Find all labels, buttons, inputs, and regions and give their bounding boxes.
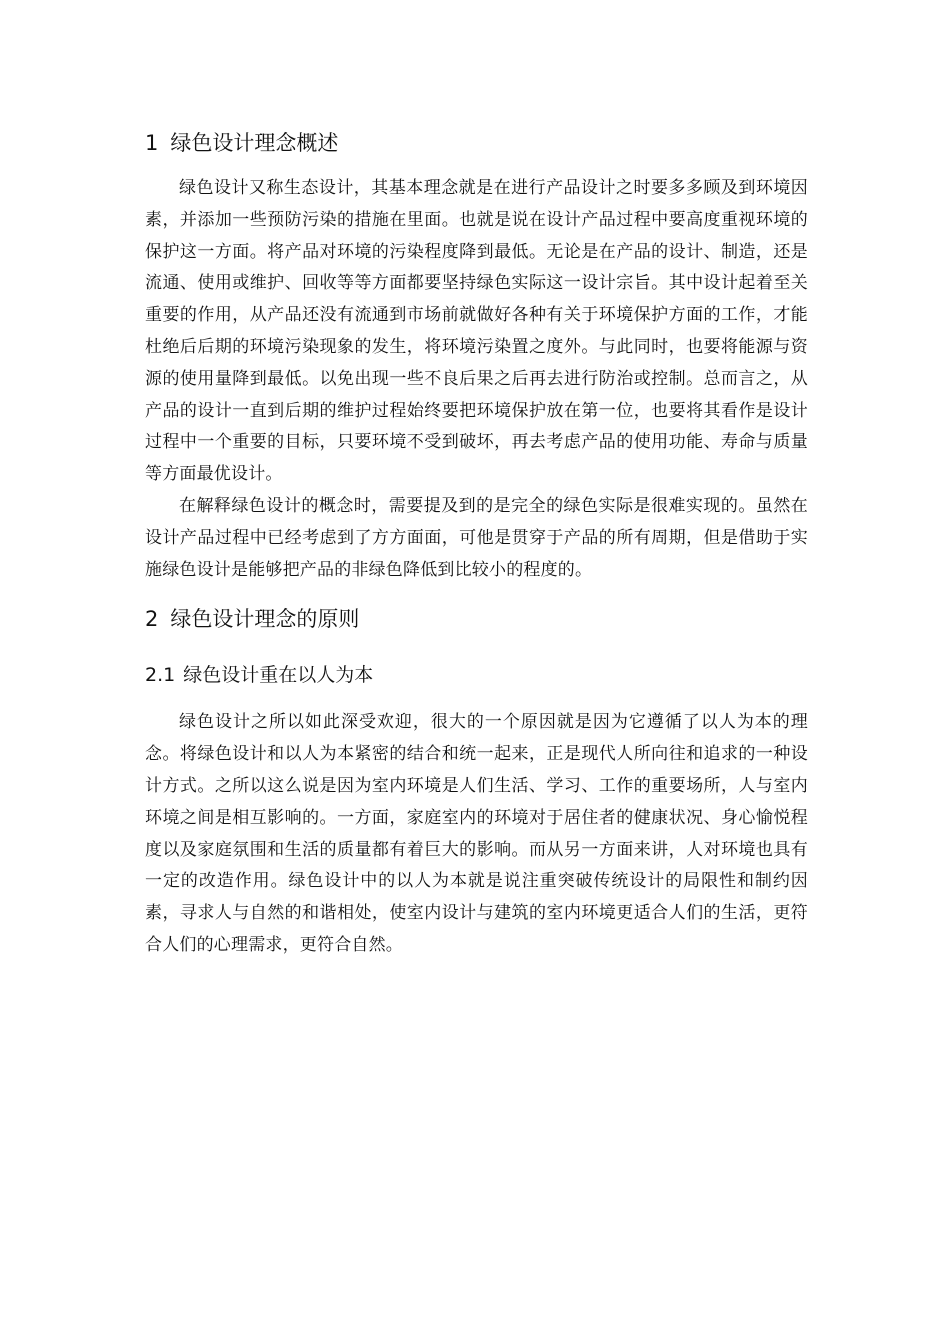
document-page [145, 128, 808, 962]
section-1-heading [145, 128, 808, 158]
paragraph: 绿色设计又称生态设计，其基本理念就是在进行产品设计之时要多多顾及到环境因素，并添加一些预防污染的措施在里面。也就是说在设计产品过程中要高度重视环境的保护这一方面。将产品对环境的污染程度降到最低。无论是在产品的设计、制造，还是流通、使用或维护、回收等等方面都要坚持绿色实际这一设计宗旨。其中设计起着至关重要的作用，从产品还没有流通到市场前就做好各种有关于环境保护方面的工作，才能杜绝后后期的环境污染现象的发生，将环境污染置之度外。与此同时，也要将能源与资源的使用量降到最低。以免出现一些不良后果之后再去进行防治或控制。总而言之，从产品的设计一直到后期的维护过程始终要把环境保护放在第一位，也要将其看作是设计过程中一个重要的目标，只要环境不受到破坏，再去考虑产品的使用功能、寿命与质量等方面最优设计。 [145, 178, 808, 485]
section-title: 绿色设计理念概述 [170, 131, 339, 155]
section-number: 1 [145, 131, 159, 155]
section-number: 2.1 [145, 664, 176, 687]
section-number: 2 [145, 607, 159, 632]
section-2-1-heading [145, 661, 808, 689]
paragraph: 在解释绿色设计的概念时，需要提及到的是完全的绿色实际是很难实现的。虽然在设计产品过程中已经考虑到了方方面面，可他是贯穿于产品的所有周期，但是借助于实施绿色设计是能够把产品的非绿色降低到比较小的程度的。 [145, 495, 808, 580]
paragraph: 绿色设计之所以如此深受欢迎，很大的一个原因就是因为它遵循了以人为本的理念。将绿色设计和以人为本紧密的结合和统一起来，正是现代人所向往和追求的一种设计方式。之所以这么说是因为室内环境是人们生活、学习、工作的重要场所，人与室内环境之间是相互影响的。一方面，家庭室内的环境对于居住者的健康状况、身心愉悦程度以及家庭氛围和生活的质量都有着巨大的影响。而从另一方面来讲，人对环境也具有一定的改造作用。绿色设计中的以人为本就是说注重突破传统设计的局限性和制约因素，寻求人与自然的和谐相处，使室内设计与建筑的室内环境更适合人们的生活，更符合人们的心理需求，更符合自然。 [145, 712, 808, 955]
section-2-heading [145, 604, 808, 634]
section-title: 绿色设计理念的原则 [170, 607, 360, 632]
section-title: 绿色设计重在以人为本 [183, 664, 374, 687]
